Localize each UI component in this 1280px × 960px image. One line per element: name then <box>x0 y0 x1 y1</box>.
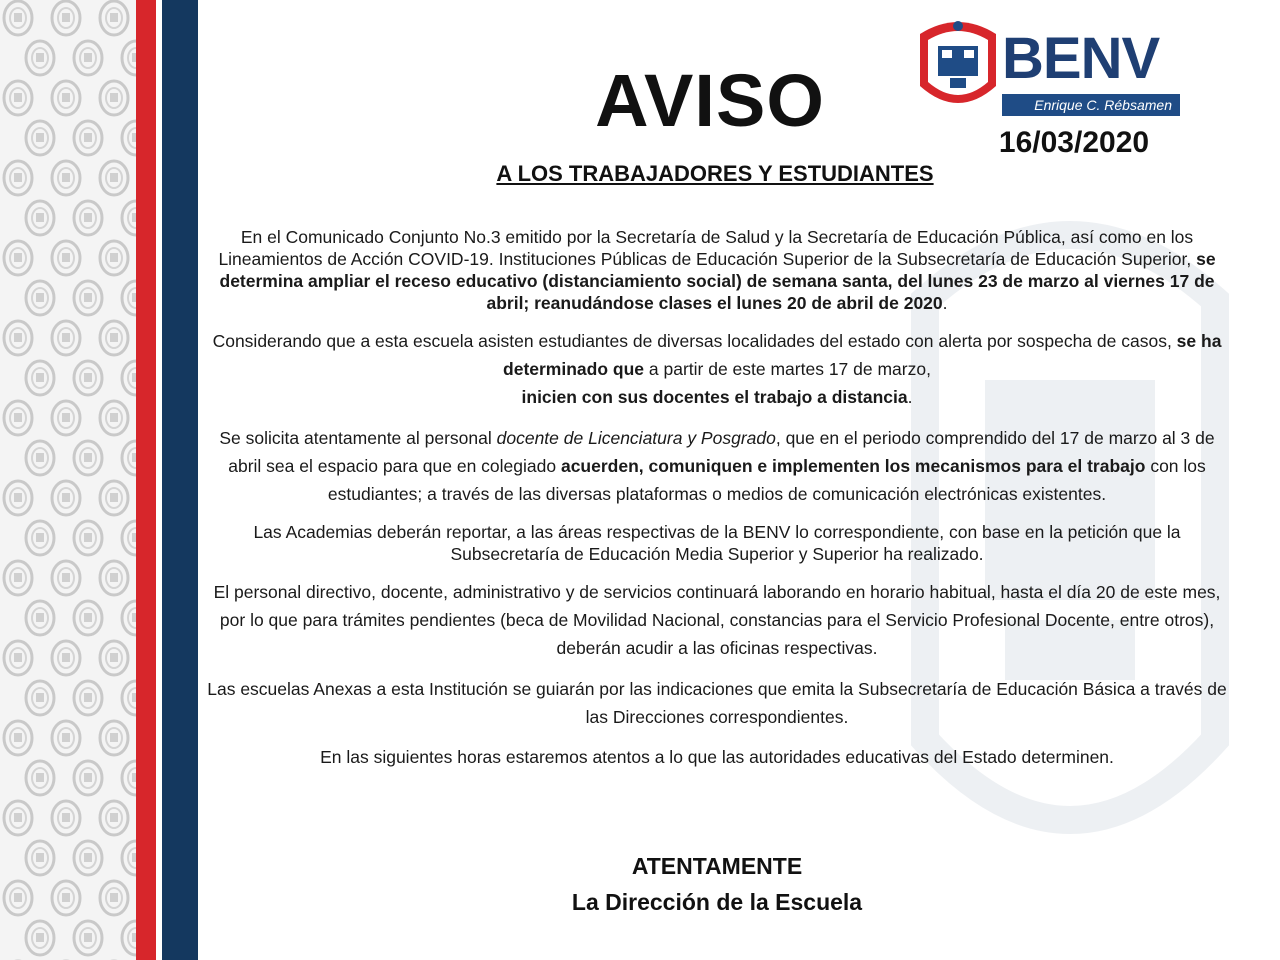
p2-emphasis-2: inicien con sus docentes el trabajo a distancia <box>521 387 908 407</box>
paragraph-5: El personal directivo, docente, administrativo y de servicios continuará laborando en horario habitual, hasta el día 20 de este mes, por lo que para trámites pendientes (beca de Movilidad Nacional, constancias para el Servicio Profesional Docente, entre otros), deberán acudir a las oficinas respectivas. <box>213 582 1221 658</box>
red-stripe <box>136 0 156 960</box>
p2-text: Considerando que a esta escuela asisten estudiantes de diversas localidades del estado con alerta por sospecha de casos, <box>212 331 1177 351</box>
signoff <box>206 848 1228 920</box>
logo-tagline: Enrique C. Rébsamen <box>1002 94 1180 116</box>
p2-emphasis: se ha determinado que <box>503 331 1222 379</box>
page-subtitle: A LOS TRABAJADORES Y ESTUDIANTES <box>496 161 934 186</box>
p3-text-3: con los estudiantes; a través de las diversas plataformas o medios de comunicación electrónicas existentes. <box>327 456 1206 504</box>
p3-italic: docente de Licenciatura y Posgrado <box>496 428 776 448</box>
paragraph-7: En las siguientes horas estaremos atentos a lo que las autoridades educativas del Estado determinen. <box>320 747 1114 767</box>
p2-period: . <box>907 387 913 407</box>
p1-emphasis: se determina ampliar el receso educativo (distanciamiento social) de semana santa, del lunes 23 de marzo al viernes 17 de abril; reanudándose clases el lunes 20 de abril de 2020 <box>219 249 1216 313</box>
signer-text: La Dirección de la Escuela <box>571 889 863 915</box>
benv-logo <box>916 16 1186 122</box>
notice-date: 16/03/2020 <box>998 126 1150 159</box>
p1-period: . <box>942 293 948 313</box>
paragraph-4: Las Academias deberán reportar, a las áreas respectivas de la BENV lo correspondiente, con base en la petición que la Subsecretaría de Educación Media Superior y Superior ha realizado. <box>253 522 1181 564</box>
navy-stripe <box>162 0 198 960</box>
paragraph-1 <box>206 226 1228 314</box>
p2-text-2: a partir de este martes 17 de marzo, <box>644 359 931 379</box>
paragraph-6: Las escuelas Anexas a esta Institución se guiarán por las indicaciones que emita la Subsecretaría de Educación Básica a través de las Direcciones correspondientes. <box>207 679 1227 727</box>
seal-pattern-icon <box>0 0 136 960</box>
p3-text: Se solicita atentamente al personal <box>219 428 497 448</box>
school-crest-icon <box>916 16 1000 116</box>
closing-text: ATENTAMENTE <box>631 853 803 879</box>
paragraph-2 <box>206 327 1228 411</box>
notice-body <box>206 226 1228 768</box>
p3-emphasis: acuerden, comuniquen e implementen los mecanismos para el trabajo <box>560 456 1146 476</box>
page-title: AVISO <box>595 59 825 142</box>
paragraph-3 <box>206 424 1228 508</box>
p1-text: En el Comunicado Conjunto No.3 emitido por la Secretaría de Salud y la Secretaría de Educación Pública, así como en los Lineamientos de Acción COVID-19. Instituciones Públicas de Educación Superior de la Subsecretaría de Educación Superior, <box>218 227 1197 269</box>
decorative-pattern <box>0 0 136 960</box>
logo-wordmark: BENV <box>1002 26 1160 91</box>
p3-text-2: , que en el periodo comprendido del 17 de marzo al 3 de abril sea el espacio para que en colegiado <box>228 428 1215 476</box>
